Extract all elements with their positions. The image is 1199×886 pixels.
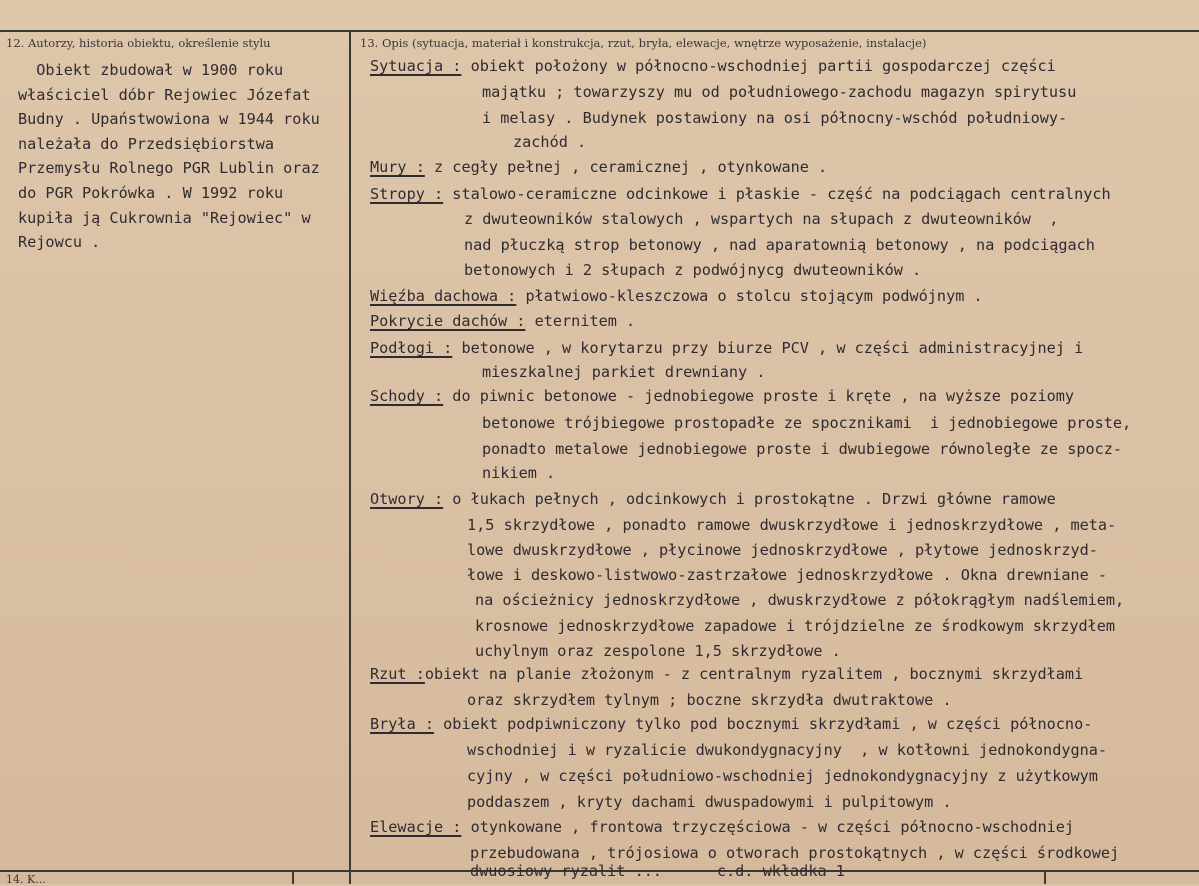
description-line <box>475 591 1124 609</box>
description-line <box>482 363 765 381</box>
field-text: cyjny , w części południowo-wschodniej jednokondygnacyjny z użytkowym <box>467 767 1098 785</box>
description-line <box>467 566 1107 584</box>
field-text: 1,5 skrzydłowe , ponadto ramowe dwuskrzydłowe i jednoskrzydłowe , meta- <box>467 516 1117 534</box>
history-line: Rejowcu . <box>18 233 101 252</box>
history-text <box>18 58 320 255</box>
field-text: wschodniej i w ryzalicie dwukondygnacyjny , w kotłowni jednokondygna- <box>467 741 1108 759</box>
field-text: na ościeżnicy jednoskrzydłowe , dwuskrzydłowe z półokrągłym nadślemiem, <box>475 591 1125 609</box>
top-rule <box>0 30 1199 32</box>
field-label: Stropy : <box>370 185 444 203</box>
description-line <box>513 133 586 151</box>
field-text: przebudowana , trójosiowa o otworach prostokątnych , w części środkowej <box>470 844 1120 862</box>
description-line <box>467 691 952 709</box>
bottom-tick <box>292 870 294 884</box>
field-text: uchylnym oraz zespolone 1,5 skrzydłowe . <box>475 642 841 660</box>
description-line <box>370 387 1074 405</box>
description-line <box>370 665 1083 683</box>
field-text: z dwuteowników stalowych , wspartych na słupach z dwuteowników , <box>464 210 1059 228</box>
history-line: Przemysłu Rolnego PGR Lublin oraz <box>18 159 320 178</box>
field-text: i melasy . Budynek postawiony na osi północny-wschód południowy- <box>482 109 1068 127</box>
description-line <box>370 158 827 176</box>
field-text: obiekt położony w północno-wschodniej partii gospodarczej części <box>461 57 1056 75</box>
description-line <box>470 844 1119 862</box>
field-text: krosnowe jednoskrzydłowe zapadowe i trójdzielne ze środkowym skrzydłem <box>475 617 1116 635</box>
description-line <box>370 287 983 305</box>
history-line: do PGR Pokrówka . W 1992 roku <box>18 183 284 202</box>
description-line <box>467 541 1098 559</box>
description-line <box>475 617 1115 635</box>
field-text: obiekt podpiwniczony tylko pod bocznymi skrzydłami , w części północno- <box>434 715 1093 733</box>
field-text: betonowe trójbiegowe prostopadłe ze spocznikami i jednobiegowe proste, <box>482 414 1132 432</box>
description-line <box>475 642 841 660</box>
field-label: Bryła : <box>370 715 435 733</box>
description-line <box>370 312 635 330</box>
history-line: właściciel dóbr Rejowiec Józefat <box>18 85 311 104</box>
field-label: Schody : <box>370 387 444 405</box>
description-line <box>467 516 1116 534</box>
bottom-tick <box>1044 870 1046 884</box>
field-text: oraz skrzydłem tylnym ; boczne skrzydła dwutraktowe . <box>467 691 952 709</box>
field-text: dwuosiowy ryzalit ... c.d. wkładka 1 <box>470 862 845 880</box>
field-text: ponadto metalowe jednobiegowe proste i dwubiegowe równoległe ze spocz- <box>482 440 1123 458</box>
field-text: mieszkalnej parkiet drewniany . <box>482 363 766 381</box>
field-text: z cegły pełnej , ceramicznej , otynkowane . <box>424 158 828 176</box>
description-line <box>482 83 1076 101</box>
section-12-header: 12. Autorzy, historia obiektu, określenie stylu <box>6 36 271 50</box>
field-text: eternitem . <box>525 312 636 330</box>
description-line <box>370 490 1056 508</box>
field-text: poddaszem , kryty dachami dwuspadowymi i pulpitowym . <box>467 793 952 811</box>
column-divider <box>349 30 351 884</box>
description-line <box>370 818 1074 836</box>
field-label: Sytuacja : <box>370 57 462 75</box>
field-text: betonowych i 2 słupach z podwójnycg dwuteowników . <box>464 261 922 279</box>
field-label: Więźba dachowa : <box>370 287 517 305</box>
history-line: Budny . Upaństwowiona w 1944 roku <box>18 110 320 129</box>
field-label: Pokrycie dachów : <box>370 312 526 330</box>
field-text: o łukach pełnych , odcinkowych i prostokątne . Drzwi główne ramowe <box>443 490 1056 508</box>
description-line <box>467 767 1098 785</box>
description-line <box>470 862 845 880</box>
field-text: betonowe , w korytarzu przy biurze PCV , w części administracyjnej i <box>452 339 1084 357</box>
history-line: Obiekt zbudował w 1900 roku <box>18 61 284 79</box>
field-label: Podłogi : <box>370 339 453 357</box>
description-line <box>467 741 1107 759</box>
description-line <box>482 440 1122 458</box>
field-text: obiekt na planie złożonym - z centralnym ryzalitem , bocznymi skrzydłami <box>424 665 1084 683</box>
field-text: nad płuczką strop betonowy , nad aparatownią betonowy , na podciągach <box>464 236 1095 254</box>
description-line <box>370 339 1083 357</box>
description-line <box>464 261 921 279</box>
description-line <box>370 715 1092 733</box>
description-line <box>482 414 1131 432</box>
description-line <box>467 793 952 811</box>
field-label: Otwory : <box>370 490 444 508</box>
field-text: otynkowane , frontowa trzyczęściowa - w części północno-wschodniej <box>461 818 1075 836</box>
field-text: majątku ; towarzyszy mu od południowego-zachodu magazyn spirytusu <box>482 83 1077 101</box>
description-line <box>370 185 1111 203</box>
description-line <box>370 57 1056 75</box>
field-text: nikiem . <box>482 464 556 482</box>
field-label: Mury : <box>370 158 425 176</box>
description-line <box>464 210 1058 228</box>
description-line <box>482 109 1067 127</box>
history-line: kupiła ją Cukrownia "Rejowiec" w <box>18 208 311 227</box>
field-label: Rzut : <box>370 665 425 683</box>
history-line: należała do Przedsiębiorstwa <box>18 134 275 153</box>
field-label: Elewacje : <box>370 818 462 836</box>
field-text: płatwiowo-kleszczowa o stolcu stojącym podwójnym . <box>516 287 983 305</box>
field-text: stalowo-ceramiczne odcinkowe i płaskie - część na podciągach centralnych <box>443 185 1111 203</box>
field-text: łowe i deskowo-listwowo-zastrzałowe jednoskrzydłowe . Okna drewniane - <box>467 566 1108 584</box>
description-line <box>482 464 555 482</box>
section-14-header-fragment: 14. K... <box>6 873 46 886</box>
field-text: zachód . <box>513 133 587 151</box>
field-text: do piwnic betonowe - jednobiegowe proste i kręte , na wyższe poziomy <box>443 387 1075 405</box>
description-line <box>464 236 1095 254</box>
section-13-header: 13. Opis (sytuacja, materiał i konstrukcja, rzut, bryła, elewacje, wnętrze wyposażenie, instalacje) <box>360 36 927 50</box>
field-text: lowe dwuskrzydłowe , płycinowe jednoskrzydłowe , płytowe jednoskrzyd- <box>467 541 1098 559</box>
